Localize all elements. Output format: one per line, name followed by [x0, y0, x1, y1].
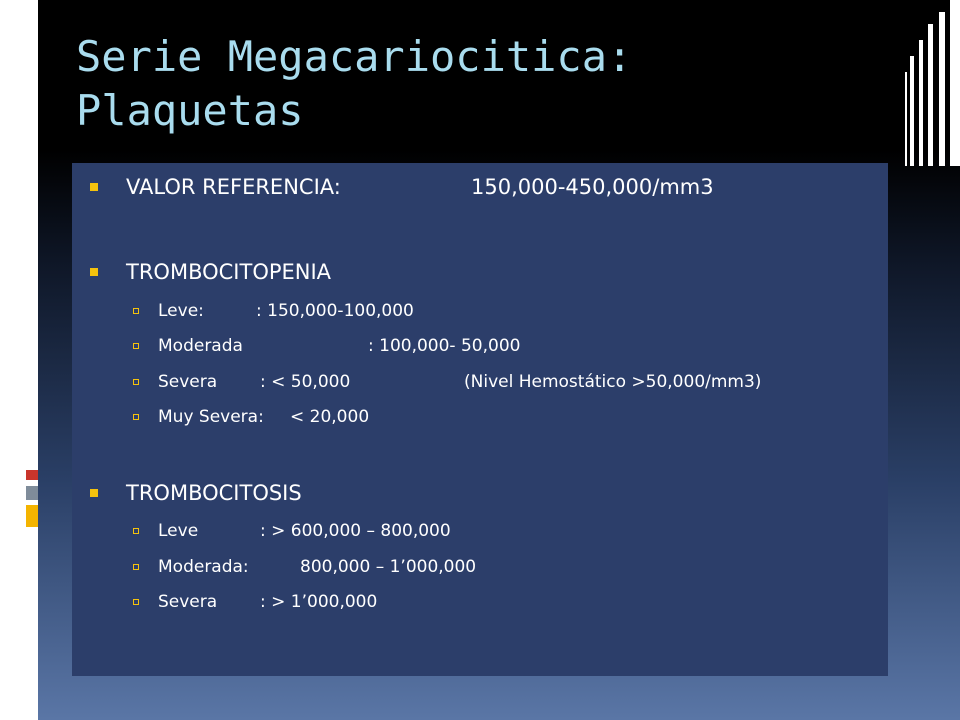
- reference-label: VALOR REFERENCIA:: [126, 175, 341, 199]
- item-label: Moderada:: [158, 557, 249, 577]
- item-value: : < 50,000: [260, 372, 351, 392]
- hollow-square-bullet-icon: [133, 528, 139, 534]
- item-label: Leve:: [158, 301, 204, 321]
- list-item: [72, 407, 888, 431]
- list-item: [72, 521, 888, 545]
- item-note: (Nivel Hemostático >50,000/mm3): [464, 372, 762, 392]
- item-label: Leve: [158, 521, 199, 541]
- left-margin: [0, 0, 38, 720]
- slide-title-line1: Serie Megacariocitica:: [76, 32, 633, 81]
- item-value: : 100,000- 50,000: [368, 336, 521, 356]
- list-item: [72, 372, 888, 396]
- square-bullet-icon: [90, 268, 98, 276]
- list-item: [72, 301, 888, 325]
- item-label: Severa: [158, 592, 218, 612]
- item-label: Severa: [158, 372, 218, 392]
- item-label: Muy Severa:: [158, 407, 264, 427]
- square-bullet-icon: [90, 183, 98, 191]
- item-value: : 150,000-100,000: [256, 301, 414, 321]
- square-bullet-icon: [90, 489, 98, 497]
- item-value: 800,000 – 1’000,000: [300, 557, 477, 577]
- section-heading-trombocitopenia: TROMBOCITOPENIA: [72, 260, 888, 288]
- reference-row: [72, 175, 888, 203]
- item-value: : > 1’000,000: [260, 592, 378, 612]
- hollow-square-bullet-icon: [133, 414, 139, 420]
- reference-value: 150,000-450,000/mm3: [471, 175, 714, 199]
- hollow-square-bullet-icon: [133, 308, 139, 314]
- item-value: < 20,000: [290, 407, 370, 427]
- section-heading-trombocitosis: TROMBOCITOSIS: [72, 481, 888, 509]
- hollow-square-bullet-icon: [133, 564, 139, 570]
- hollow-square-bullet-icon: [133, 599, 139, 605]
- item-label: Moderada: [158, 336, 243, 356]
- item-value: : > 600,000 – 800,000: [260, 521, 451, 541]
- hollow-square-bullet-icon: [133, 379, 139, 385]
- list-item: [72, 557, 888, 581]
- slide-title: [76, 30, 876, 138]
- hollow-square-bullet-icon: [133, 343, 139, 349]
- list-item: [72, 592, 888, 616]
- content-box: [72, 163, 888, 676]
- slide-title-line2: Plaquetas: [76, 86, 304, 135]
- list-item: [72, 336, 888, 360]
